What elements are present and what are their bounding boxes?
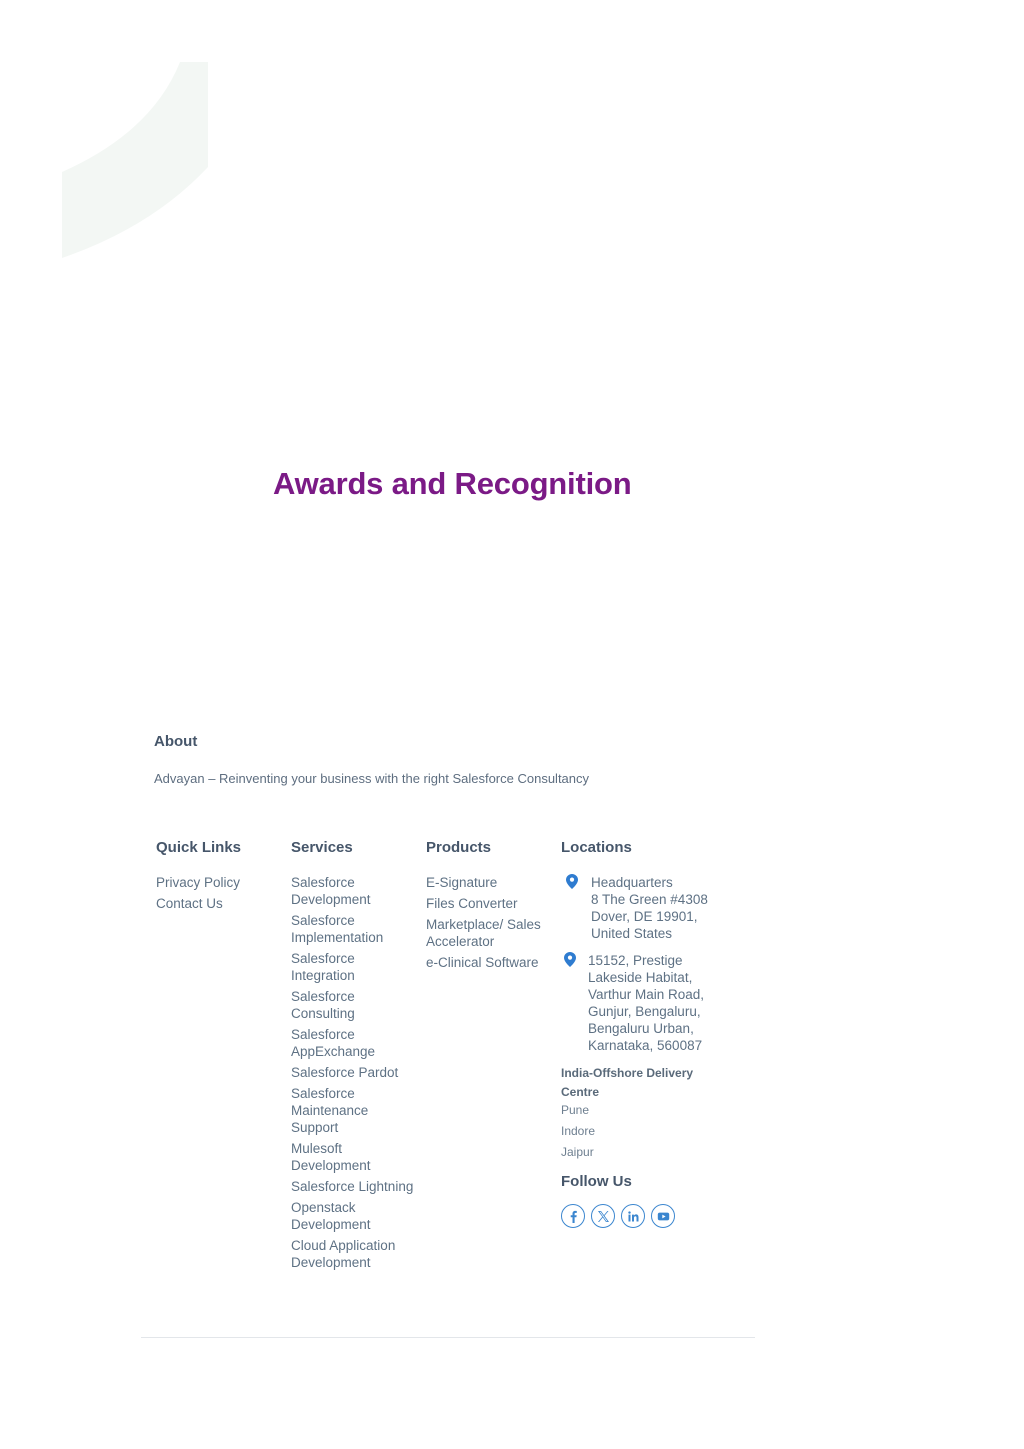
service-link[interactable]: Salesforce Lightning (291, 1179, 414, 1194)
service-link[interactable]: Cloud Application Development (291, 1238, 396, 1270)
location-pin-icon (566, 874, 578, 889)
offshore-city: Pune (561, 1103, 590, 1117)
service-link[interactable]: Salesforce Consulting (291, 989, 355, 1021)
service-link[interactable]: Salesforce Maintenance Support (291, 1086, 369, 1135)
address-line: Karnataka, 560087 (588, 1038, 703, 1053)
quick-links-column (156, 838, 276, 916)
address-line: 15152, Prestige (588, 953, 683, 968)
address-line: Bengaluru Urban, (588, 1021, 694, 1036)
address-line: Headquarters (591, 875, 673, 890)
x-twitter-icon[interactable] (591, 1204, 615, 1228)
address-line: Gunjur, Bengaluru, (588, 1004, 701, 1019)
facebook-icon[interactable] (561, 1204, 585, 1228)
awards-title: Awards and Recognition (273, 466, 632, 501)
follow-us-heading: Follow Us (561, 1173, 632, 1190)
address-line: Dover, DE 19901, (591, 909, 698, 924)
address-line: United States (591, 926, 673, 941)
headquarters-address (561, 874, 731, 942)
address-line: 8 The Green #4308 (591, 892, 708, 907)
social-links (561, 1204, 731, 1228)
services-column (291, 838, 416, 1275)
service-link[interactable]: Salesforce Development (291, 875, 371, 907)
linkedin-icon[interactable] (621, 1204, 645, 1228)
product-link[interactable]: e-Clinical Software (426, 955, 539, 970)
address-line: Varthur Main Road, (588, 987, 705, 1002)
product-link[interactable]: E-Signature (426, 875, 498, 890)
locations-column (561, 838, 731, 1228)
quick-link-privacy-policy[interactable]: Privacy Policy (156, 875, 241, 890)
offshore-city: Indore (561, 1124, 596, 1138)
service-link[interactable]: Salesforce AppExchange (291, 1027, 376, 1059)
quick-links-heading: Quick Links (156, 839, 242, 856)
about-text: Advayan – Reinventing your business with the right Salesforce Consultancy (154, 771, 590, 786)
products-column (426, 838, 551, 975)
service-link[interactable]: Salesforce Implementation (291, 913, 384, 945)
services-heading: Services (291, 839, 353, 856)
offshore-delivery-heading: India-Offshore Delivery Centre (561, 1066, 694, 1099)
location-pin-icon (564, 952, 576, 967)
india-address (561, 952, 731, 1054)
address-line: Lakeside Habitat, (588, 970, 693, 985)
about-heading: About (154, 733, 198, 750)
product-link[interactable]: Files Converter (426, 896, 518, 911)
service-link[interactable]: Salesforce Pardot (291, 1065, 399, 1080)
service-link[interactable]: Salesforce Integration (291, 951, 355, 983)
product-link[interactable]: Marketplace/ Sales Accelerator (426, 917, 541, 949)
decorative-leaf-shape (62, 62, 208, 258)
service-link[interactable]: Openstack Development (291, 1200, 371, 1232)
offshore-city: Jaipur (561, 1145, 594, 1159)
footer-divider (141, 1337, 755, 1338)
products-heading: Products (426, 839, 492, 856)
youtube-icon[interactable] (651, 1204, 675, 1228)
locations-heading: Locations (561, 839, 632, 856)
service-link[interactable]: Mulesoft Development (291, 1141, 371, 1173)
quick-link-contact-us[interactable]: Contact Us (156, 896, 223, 911)
